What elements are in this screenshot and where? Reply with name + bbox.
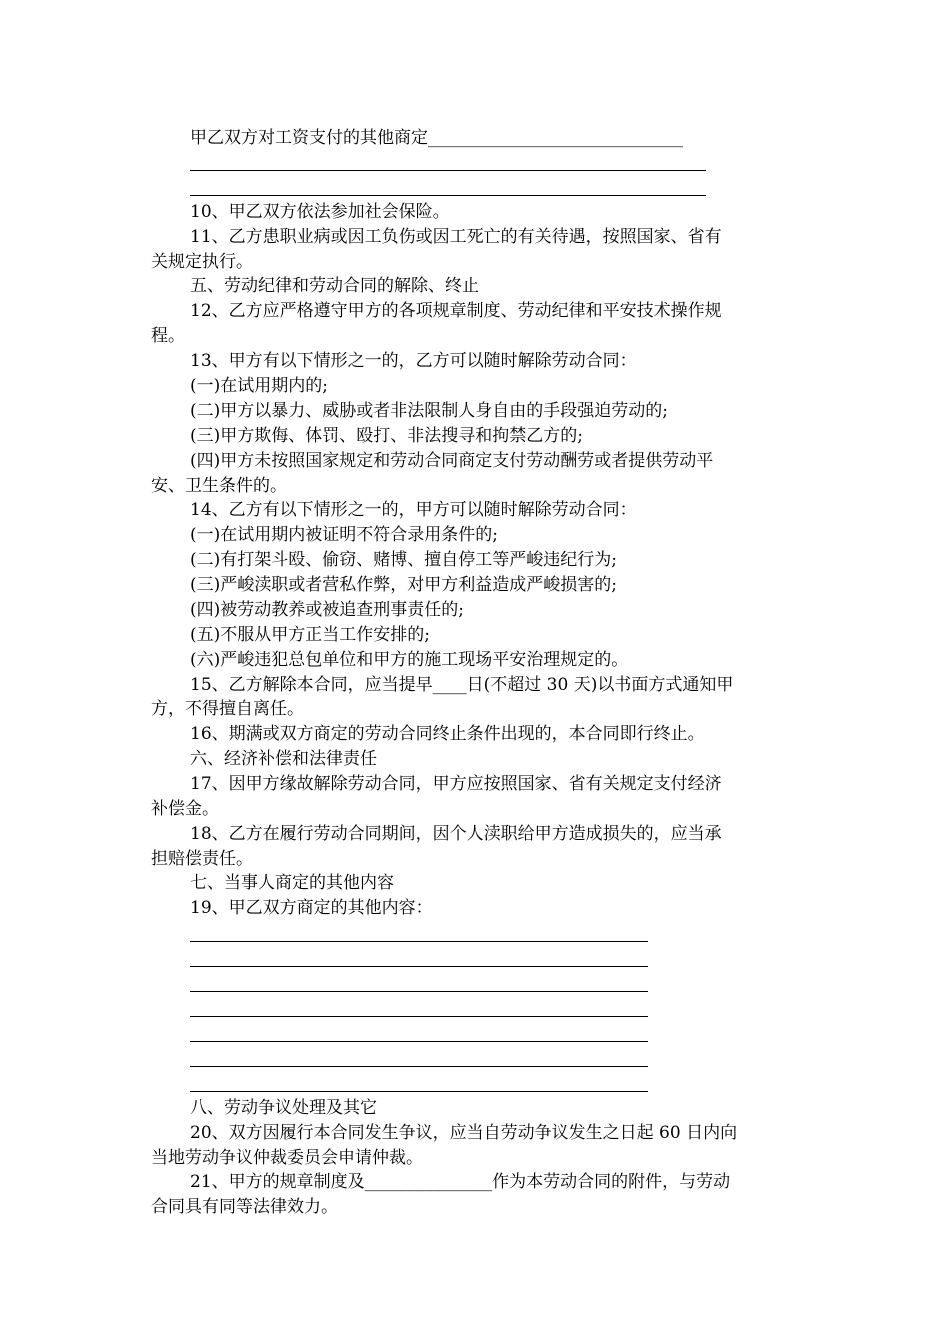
- clause-14-item-4: (四)被劳动教养或被追查刑事责任的;: [190, 600, 464, 620]
- clause-18-line-1: 18、乙方在履行劳动合同期间，因个人渎职给甲方造成损失的，应当承: [190, 824, 722, 844]
- clause-14-item-1: (一)在试用期内被证明不符合录用条件的;: [190, 525, 498, 545]
- clause-20-line-2: 当地劳动争议仲裁委员会申请仲裁。: [151, 1148, 423, 1168]
- section-6-heading: 六、经济补偿和法律责任: [190, 749, 377, 769]
- other-content-blank-line-7: [190, 1091, 648, 1092]
- section-8-heading: 八、劳动争议处理及其它: [190, 1098, 377, 1118]
- clause-13-item-2: (二)甲方以暴力、威胁或者非法限制人身自由的手段强迫劳动的;: [190, 401, 668, 421]
- section-5-heading: 五、劳动纪律和劳动合同的解除、终止: [190, 276, 479, 296]
- clause-18-line-2: 担赔偿责任。: [151, 849, 253, 869]
- clause-16: 16、期满或双方商定的劳动合同终止条件出现的，本合同即行终止。: [190, 724, 705, 744]
- wage-other-agreement-line: 甲乙双方对工资支付的其他商定______________________________: [190, 128, 683, 148]
- wage-blank-line-2: [190, 195, 706, 196]
- clause-14: 14、乙方有以下情形之一的，甲方可以随时解除劳动合同：: [190, 500, 637, 520]
- clause-13-item-3: (三)甲方欺侮、体罚、殴打、非法搜寻和拘禁乙方的;: [190, 426, 583, 446]
- clause-17-line-1: 17、因甲方缘故解除劳动合同，甲方应按照国家、省有关规定支付经济: [190, 774, 722, 794]
- clause-10: 10、甲乙双方依法参加社会保险。: [190, 202, 450, 222]
- other-content-blank-line-4: [190, 1016, 648, 1017]
- clause-13-item-4-line-1: (四)甲方未按照国家规定和劳动合同商定支付劳动酬劳或者提供劳动平: [190, 451, 714, 471]
- clause-21-line-1: 21、甲方的规章制度及_______________作为本劳动合同的附件，与劳动: [190, 1172, 731, 1192]
- other-content-blank-line-3: [190, 991, 648, 992]
- clause-19: 19、甲乙双方商定的其他内容：: [190, 898, 433, 918]
- section-7-heading: 七、当事人商定的其他内容: [190, 873, 394, 893]
- clause-13-item-4-line-2: 安、卫生条件的。: [151, 476, 287, 496]
- clause-12-line-2: 程。: [151, 326, 185, 346]
- other-content-blank-line-5: [190, 1041, 648, 1042]
- clause-13: 13、甲方有以下情形之一的，乙方可以随时解除劳动合同：: [190, 351, 637, 371]
- clause-14-item-2: (二)有打架斗殴、偷窃、赌博、擅自停工等严峻违纪行为;: [190, 550, 617, 570]
- clause-14-item-3: (三)严峻渎职或者营私作弊，对甲方利益造成严峻损害的;: [190, 575, 617, 595]
- clause-12-line-1: 12、乙方应严格遵守甲方的各项规章制度、劳动纪律和平安技术操作规: [190, 301, 722, 321]
- clause-15-line-2: 方，不得擅自离任。: [151, 699, 304, 719]
- clause-13-item-1: (一)在试用期内的;: [190, 376, 328, 396]
- clause-20-line-1: 20、双方因履行本合同发生争议，应当自劳动争议发生之日起 60 日内向: [190, 1123, 738, 1143]
- clause-11-line-1: 11、乙方患职业病或因工负伤或因工死亡的有关待遇，按照国家、省有: [190, 227, 722, 247]
- clause-21-line-2: 合同具有同等法律效力。: [151, 1197, 338, 1217]
- clause-15-line-1: 15、乙方解除本合同，应当提早____日(不超过 30 天)以书面方式通知甲: [190, 675, 734, 695]
- other-content-blank-line-2: [190, 966, 648, 967]
- clause-11-line-2: 关规定执行。: [151, 252, 253, 272]
- clause-17-line-2: 补偿金。: [151, 799, 219, 819]
- wage-blank-line-1: [190, 170, 706, 171]
- other-content-blank-line-1: [190, 941, 648, 942]
- clause-14-item-6: (六)严峻违犯总包单位和甲方的施工现场平安治理规定的。: [190, 650, 629, 670]
- other-content-blank-line-6: [190, 1066, 648, 1067]
- clause-14-item-5: (五)不服从甲方正当工作安排的;: [190, 625, 430, 645]
